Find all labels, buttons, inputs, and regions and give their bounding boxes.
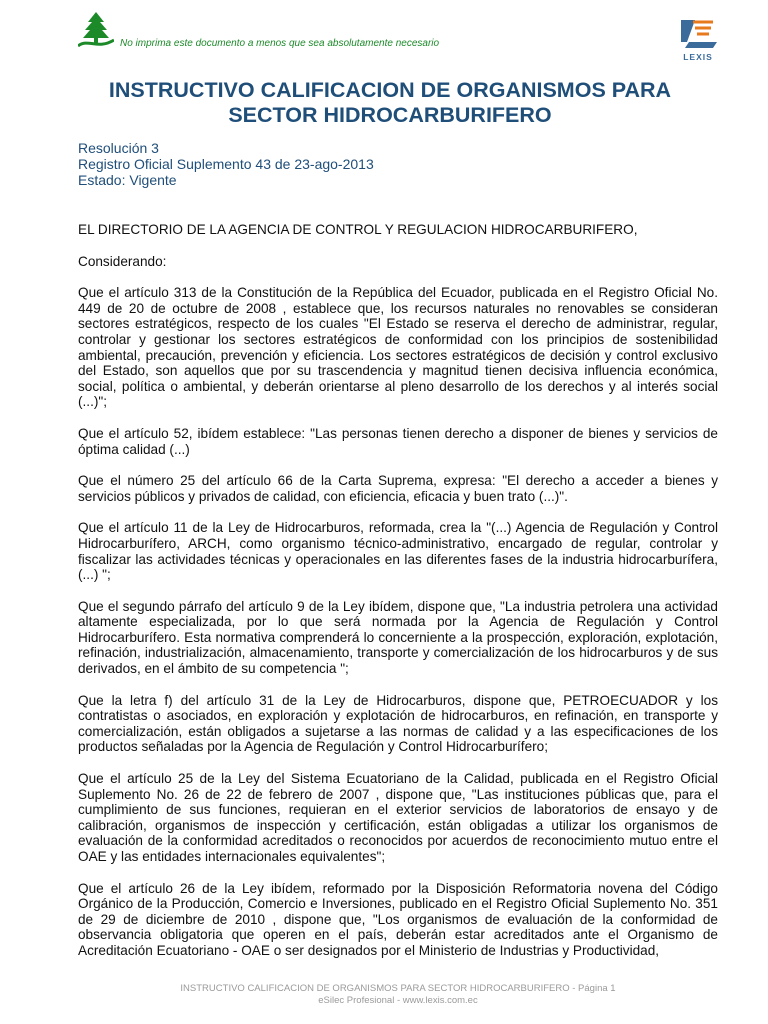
- document-title: [70, 78, 710, 128]
- title-line-1: INSTRUCTIVO CALIFICACION DE ORGANISMOS PARA: [108, 78, 672, 102]
- document-meta: [78, 140, 718, 188]
- document-body: [78, 222, 718, 975]
- body-paragraph: Que la letra f) del artículo 31 de la Ley de Hidrocarburos, dispone que, PETROECUADOR y los contratistas o asociados, en exploración y explotación de hidrocarburos, en refinación, en transporte y comercialización, están obligados a sujetarse a las normas de calidad y a las especificaciones de los productos señaladas por la Agencia de Regulación y Control Hidrocarburífero;: [78, 692, 718, 755]
- page-header: [78, 10, 718, 60]
- body-paragraph: Que el número 25 del artículo 66 de la Carta Suprema, expresa: "El derecho a acceder a bienes y servicios públicos y privados de calidad, con eficiencia, eficacia y buen trato (...)".: [78, 473, 718, 504]
- body-paragraph: Que el artículo 11 de la Ley de Hidrocarburos, reformada, crea la "(...) Agencia de Regulación y Control Hidrocarburífero, ARCH, como organismo técnico-administrativo, encargado de regular, controlar y fiscalizar las actividades técnicas y operacionales en las diferentes fases de la industria hidrocarburífera, (...) ";: [78, 520, 718, 583]
- lexis-logo-icon: [673, 16, 723, 62]
- body-paragraph: Que el artículo 52, ibídem establece: "Las personas tienen derecho a disponer de bienes y servicios de óptima calidad (...): [78, 425, 718, 457]
- considering-label: Considerando:: [78, 253, 167, 269]
- eco-print-notice: No imprima este documento a menos que sea absolutamente necesario: [120, 38, 440, 49]
- body-paragraph: Que el segundo párrafo del artículo 9 de la Ley ibídem, dispone que, "La industria petrolera una actividad altamente especializada, por lo que será normada por la Agencia de Regulación y Control Hidrocarburífero. Esta normativa comprenderá lo concerniente a la prospección, exploración, explotación, refinación, industrialización, almacenamiento, transporte y comercialización de los hidrocarburos y de sus derivados, en el ámbito de su competencia ";: [78, 598, 718, 677]
- official-registry: Registro Oficial Suplemento 43 de 23-ago-2013: [78, 156, 374, 172]
- page-footer: [78, 983, 718, 1007]
- tree-road-logo-icon: [78, 10, 114, 48]
- directory-heading: EL DIRECTORIO DE LA AGENCIA DE CONTROL Y REGULACION HIDROCARBURIFERO,: [78, 222, 638, 237]
- footer-source: eSilec Profesional - www.lexis.com.ec: [318, 995, 478, 1006]
- footer-title: INSTRUCTIVO CALIFICACION DE ORGANISMOS PARA SECTOR HIDROCARBURIFERO - Página 1: [180, 983, 616, 994]
- resolution-number: Resolución 3: [78, 140, 159, 156]
- title-line-2: SECTOR HIDROCARBURIFERO: [228, 103, 552, 127]
- body-paragraph: Que el artículo 25 de la Ley del Sistema Ecuatoriano de la Calidad, publicada en el Registro Oficial Suplemento No. 26 de 22 de febrero de 2007 , dispone que, "Las instituciones públicas que, para el cumplimiento de sus funciones, requieran en el exterior servicios de laboratorios de ensayo y de calibración, organismos de inspección y certificación, están obligadas a utilizar los organismos de evaluación de la conformidad acreditados o reconocidos por acuerdos de reconocimiento mutuo entre el OAE y las entidades internacionales equivalentes";: [78, 771, 718, 864]
- document-status: Estado: Vigente: [78, 172, 177, 188]
- body-paragraph: Que el artículo 26 de la Ley ibídem, reformado por la Disposición Reformatoria novena del Código Orgánico de la Producción, Comercio e Inversiones, publicado en el Registro Oficial Suplemento No. 351 de 29 de diciembre de 2010 , dispone que, "Los organismos de evaluación de la conformidad de observancia obligatoria que operen en el país, deberán estar acreditados ante el Organismo de Acreditación Ecuatoriano - OAE o ser designados por el Ministerio de Industrias y Productividad,: [78, 880, 718, 958]
- body-paragraph: Que el artículo 313 de la Constitución de la República del Ecuador, publicada en el Registro Oficial No. 449 de 20 de octubre de 2008 , establece que, los recursos naturales no renovables se consideran sectores estratégicos, respecto de los cuales "El Estado se reserva el derecho de administrar, regular, controlar y gestionar los sectores estratégicos de conformidad con los principios de sostenibilidad ambiental, precaución, prevención y eficiencia. Los sectores estratégicos de decisión y control exclusivo del Estado, son aquellos que por su trascendencia y magnitud tienen decisiva influencia económica, social, política o ambiental, y deberán orientarse al pleno desarrollo de los derechos y al interés social (...)";: [78, 285, 718, 410]
- lexis-wordmark: LEXIS: [683, 52, 713, 62]
